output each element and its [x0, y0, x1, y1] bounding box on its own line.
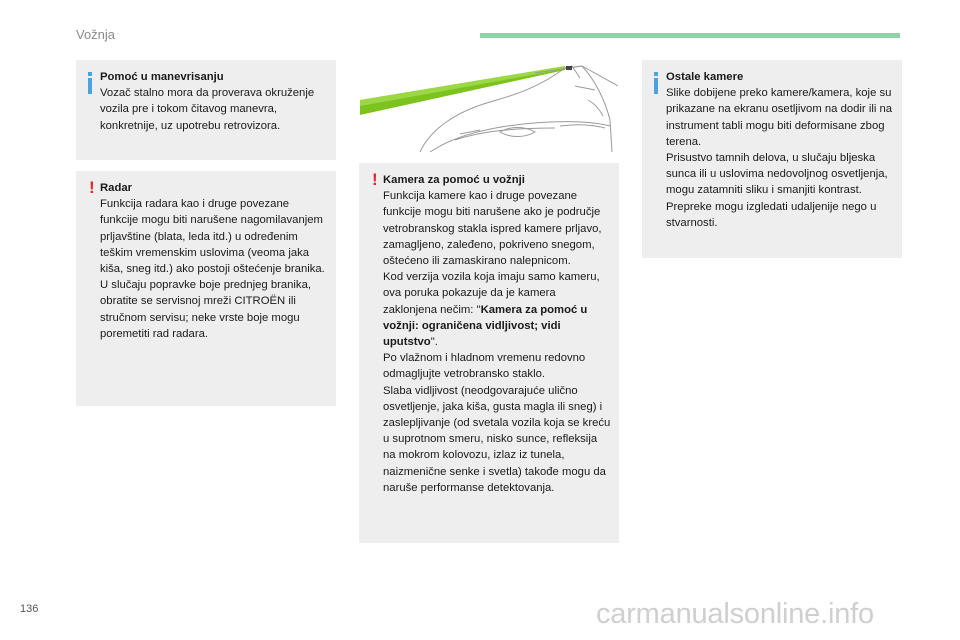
box-text: Slaba vidljivost (neodgovarajuće ulično osvetljenje, jaka kiša, gusta magla ili sneg) i zaslepljivanje (od svetala vozila koja se kreću u suprotnom smeru, nisko sunce, refleksija na mokrom kolovozu, izlaz iz tunela, naizmenične senke i svetla) takođe mogu da naruše performanse detektovanja. [383, 384, 611, 494]
box-text: Kod verzija vozila koja imaju samo kameru, ova poruka pokazuje da je kamera zaklonjena nečim: "Kamera za pomoć u vožnji: ograničena vidljivost; vidi uputstvo". [383, 271, 600, 349]
box-title: Kamera za pomoć u vožnji [383, 174, 525, 186]
info-icon [652, 72, 660, 94]
page-number: 136 [20, 603, 39, 615]
warning-icon: ! [372, 170, 378, 189]
box-title: Ostale kamere [666, 71, 744, 83]
box-title: Radar [100, 182, 133, 194]
watermark: carmanualsonline.info [596, 598, 874, 630]
box-text: Slike dobijene preko kamere/kamera, koje su prikazane na ekranu osetljivom na dodir ili na instrument tabli mogu biti deformisane zbog terena. [666, 87, 893, 148]
section-title: Vožnja [76, 27, 116, 42]
section-accent-bar [480, 33, 900, 38]
info-box-pomoc [76, 60, 336, 160]
box-text: Vozač stalno mora da proverava okruženje vozila pre i tokom čitavog manevra, konkretnije, uz upotrebu retrovizora. [100, 87, 315, 132]
box-text: Prisustvo tamnih delova, u slučaju bljeska sunca ili u uslovima nedovoljnog osvetljenja, mogu zatamniti sliku i smanjiti kontrast. [666, 152, 888, 197]
box-text: U slučaju popravke boje prednjeg branika, obratite se servisnoj mreži CITROËN ili stručnom servisu; neke vrste boje mogu poremetiti rad radara. [100, 279, 312, 340]
car-camera-illustration [360, 60, 618, 152]
box-text: Po vlažnom i hladnom vremenu redovno odmagljujte vetrobransko staklo. [383, 352, 586, 381]
warning-icon: ! [89, 178, 95, 197]
box-text: Prepreke mogu izgledati udaljenije nego u stvarnosti. [666, 200, 877, 229]
info-box-ostale [642, 60, 902, 258]
warning-box-radar [76, 171, 336, 406]
box-text: Funkcija kamere kao i druge povezane funkcije mogu biti narušene ako je područje vetrobranskog stakla ispred kamere prljavo, zamagljeno, zaleđeno, pokriveno snegom, oštećeno ili zamaskirano nalepnicom. [383, 190, 602, 268]
warning-box-kamera [359, 163, 619, 543]
info-icon [86, 72, 94, 94]
box-title: Pomoć u manevrisanju [100, 71, 224, 83]
message-text: Kamera za pomoć u vožnji: ograničena vidljivost; vidi uputstvo [383, 303, 588, 349]
box-text: Funkcija radara kao i druge povezane funkcije mogu biti narušene nagomilavanjem prljavštine (blata, leda itd.) u određenim teškim vremenskim uslovima (veoma jaka kiša, sneg itd.) ako postoji oštećenje branika. [100, 198, 325, 276]
